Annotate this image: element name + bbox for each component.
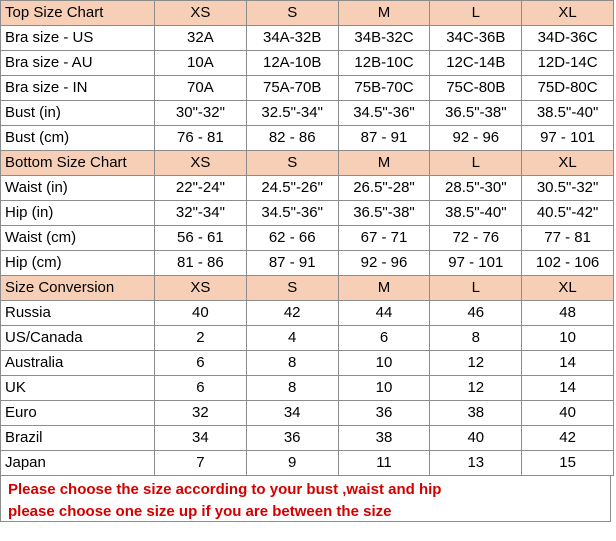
size-xs-heading: XS — [155, 151, 247, 176]
row-label: Hip (cm) — [1, 251, 155, 276]
cell-s: 42 — [246, 301, 338, 326]
cell-xl: 77 - 81 — [522, 226, 614, 251]
top-size-chart-header — [1, 1, 614, 26]
cell-l: 46 — [430, 301, 522, 326]
cell-m: 6 — [338, 326, 430, 351]
table-row — [1, 351, 614, 376]
cell-m: 34.5"-36" — [338, 101, 430, 126]
cell-xl: 10 — [522, 326, 614, 351]
cell-xs: 32 — [155, 401, 247, 426]
size-xl-heading: XL — [522, 276, 614, 301]
cell-xs: 6 — [155, 351, 247, 376]
cell-xs: 32"-34" — [155, 201, 247, 226]
row-label: US/Canada — [1, 326, 155, 351]
cell-xl: 34D-36C — [522, 26, 614, 51]
table-row — [1, 226, 614, 251]
section-title: Top Size Chart — [1, 1, 155, 26]
row-label: Brazil — [1, 426, 155, 451]
size-xl-heading: XL — [522, 1, 614, 26]
table-row — [1, 451, 614, 476]
cell-s: 32.5"-34" — [246, 101, 338, 126]
cell-xs: 10A — [155, 51, 247, 76]
cell-s: 82 - 86 — [246, 126, 338, 151]
cell-xs: 81 - 86 — [155, 251, 247, 276]
cell-xs: 22"-24" — [155, 176, 247, 201]
cell-s: 87 - 91 — [246, 251, 338, 276]
cell-m: 36 — [338, 401, 430, 426]
cell-s: 62 - 66 — [246, 226, 338, 251]
table-row — [1, 326, 614, 351]
cell-s: 24.5"-26" — [246, 176, 338, 201]
cell-m: 38 — [338, 426, 430, 451]
cell-xl: 75D-80C — [522, 76, 614, 101]
table-row — [1, 126, 614, 151]
cell-l: 72 - 76 — [430, 226, 522, 251]
cell-m: 75B-70C — [338, 76, 430, 101]
table-row — [1, 301, 614, 326]
cell-l: 97 - 101 — [430, 251, 522, 276]
cell-s: 34.5"-36" — [246, 201, 338, 226]
size-m-heading: M — [338, 1, 430, 26]
table-row — [1, 101, 614, 126]
size-s-heading: S — [246, 276, 338, 301]
cell-s: 12A-10B — [246, 51, 338, 76]
size-m-heading: M — [338, 151, 430, 176]
row-label: Waist (cm) — [1, 226, 155, 251]
section-title: Bottom Size Chart — [1, 151, 155, 176]
cell-s: 9 — [246, 451, 338, 476]
cell-xl: 14 — [522, 376, 614, 401]
row-label: Bra size - IN — [1, 76, 155, 101]
cell-m: 92 - 96 — [338, 251, 430, 276]
row-label: UK — [1, 376, 155, 401]
sizing-notes — [0, 476, 611, 522]
size-l-heading: L — [430, 1, 522, 26]
cell-l: 92 - 96 — [430, 126, 522, 151]
cell-m: 34B-32C — [338, 26, 430, 51]
cell-m: 44 — [338, 301, 430, 326]
cell-l: 75C-80B — [430, 76, 522, 101]
cell-xs: 56 - 61 — [155, 226, 247, 251]
row-label: Japan — [1, 451, 155, 476]
table-row — [1, 26, 614, 51]
cell-xs: 7 — [155, 451, 247, 476]
sizing-note: please choose one size up if you are between the size — [8, 503, 392, 520]
cell-m: 12B-10C — [338, 51, 430, 76]
row-label: Bra size - US — [1, 26, 155, 51]
size-xl-heading: XL — [522, 151, 614, 176]
cell-xs: 30"-32" — [155, 101, 247, 126]
cell-l: 13 — [430, 451, 522, 476]
cell-s: 75A-70B — [246, 76, 338, 101]
row-label: Russia — [1, 301, 155, 326]
cell-l: 38.5"-40" — [430, 201, 522, 226]
size-xs-heading: XS — [155, 276, 247, 301]
table-row — [1, 401, 614, 426]
cell-m: 10 — [338, 351, 430, 376]
size-xs-heading: XS — [155, 1, 247, 26]
cell-l: 40 — [430, 426, 522, 451]
cell-xs: 32A — [155, 26, 247, 51]
size-s-heading: S — [246, 1, 338, 26]
table-row — [1, 51, 614, 76]
table-row — [1, 201, 614, 226]
row-label: Bra size - AU — [1, 51, 155, 76]
size-s-heading: S — [246, 151, 338, 176]
size-l-heading: L — [430, 151, 522, 176]
table-row — [1, 176, 614, 201]
cell-s: 8 — [246, 376, 338, 401]
size-m-heading: M — [338, 276, 430, 301]
cell-l: 34C-36B — [430, 26, 522, 51]
size-l-heading: L — [430, 276, 522, 301]
table-row — [1, 76, 614, 101]
cell-l: 12C-14B — [430, 51, 522, 76]
cell-l: 28.5"-30" — [430, 176, 522, 201]
cell-m: 11 — [338, 451, 430, 476]
cell-xl: 12D-14C — [522, 51, 614, 76]
section-title: Size Conversion — [1, 276, 155, 301]
table-row — [1, 251, 614, 276]
cell-m: 36.5"-38" — [338, 201, 430, 226]
cell-m: 26.5"-28" — [338, 176, 430, 201]
cell-s: 8 — [246, 351, 338, 376]
cell-xl: 102 - 106 — [522, 251, 614, 276]
cell-s: 34 — [246, 401, 338, 426]
cell-xs: 34 — [155, 426, 247, 451]
cell-xl: 97 - 101 — [522, 126, 614, 151]
sizing-note: Please choose the size according to your bust ,waist and hip — [8, 481, 442, 498]
cell-m: 87 - 91 — [338, 126, 430, 151]
row-label: Waist (in) — [1, 176, 155, 201]
cell-xs: 2 — [155, 326, 247, 351]
size-conversion-header — [1, 276, 614, 301]
cell-xl: 38.5"-40" — [522, 101, 614, 126]
row-label: Bust (cm) — [1, 126, 155, 151]
cell-xs: 40 — [155, 301, 247, 326]
table-row — [1, 376, 614, 401]
row-label: Hip (in) — [1, 201, 155, 226]
cell-xs: 76 - 81 — [155, 126, 247, 151]
cell-l: 38 — [430, 401, 522, 426]
row-label: Euro — [1, 401, 155, 426]
cell-xl: 40 — [522, 401, 614, 426]
cell-xs: 70A — [155, 76, 247, 101]
cell-l: 12 — [430, 351, 522, 376]
row-label: Bust (in) — [1, 101, 155, 126]
cell-s: 4 — [246, 326, 338, 351]
bottom-size-chart-header — [1, 151, 614, 176]
cell-m: 10 — [338, 376, 430, 401]
cell-xl: 30.5"-32" — [522, 176, 614, 201]
row-label: Australia — [1, 351, 155, 376]
cell-xl: 42 — [522, 426, 614, 451]
cell-s: 34A-32B — [246, 26, 338, 51]
cell-xl: 14 — [522, 351, 614, 376]
cell-xs: 6 — [155, 376, 247, 401]
cell-xl: 40.5"-42" — [522, 201, 614, 226]
cell-l: 8 — [430, 326, 522, 351]
cell-xl: 48 — [522, 301, 614, 326]
table-row — [1, 426, 614, 451]
cell-s: 36 — [246, 426, 338, 451]
cell-m: 67 - 71 — [338, 226, 430, 251]
cell-l: 36.5"-38" — [430, 101, 522, 126]
cell-l: 12 — [430, 376, 522, 401]
cell-xl: 15 — [522, 451, 614, 476]
